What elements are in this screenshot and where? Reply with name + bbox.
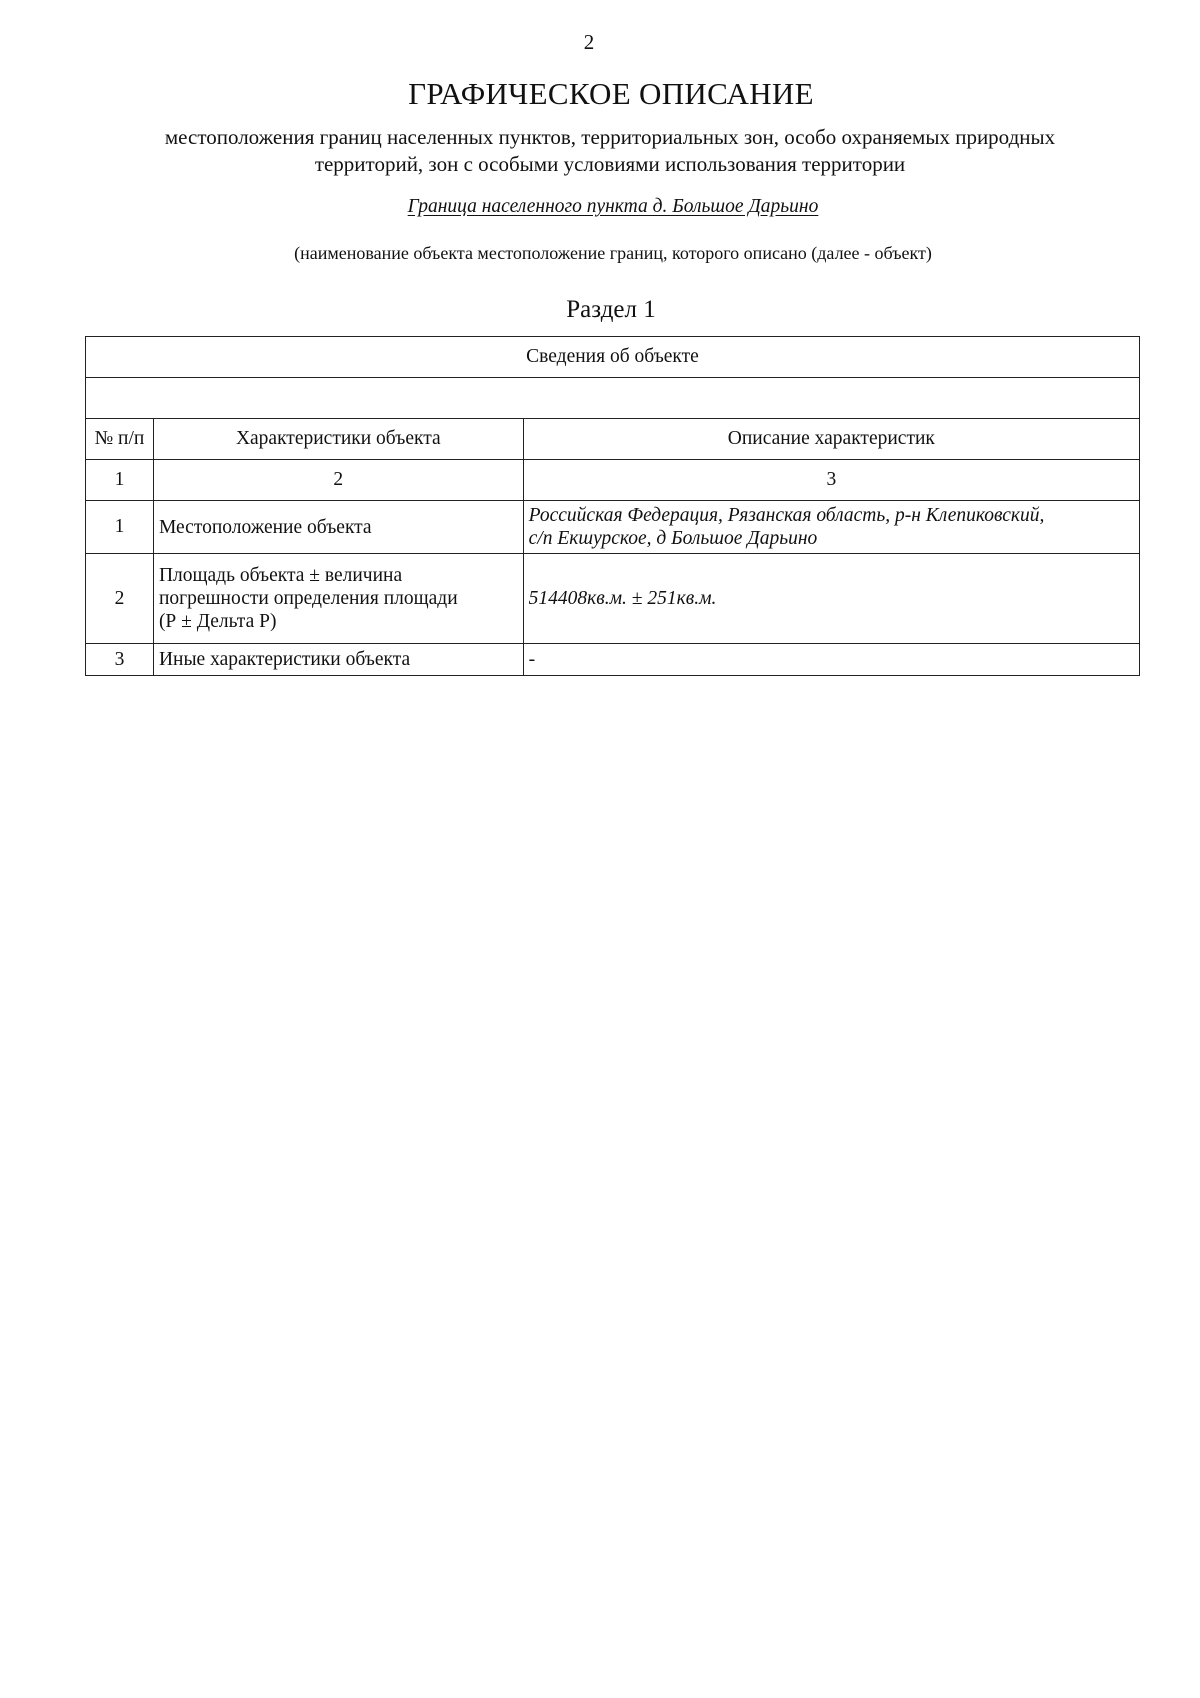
row-label-line-1: Площадь объекта ± величина <box>158 565 403 586</box>
row-num: 2 <box>86 554 154 644</box>
row-value-line-2: с/п Екшурское, д Большое Дарьино <box>528 528 818 549</box>
row-value: 514408кв.м. ± 251кв.м. <box>523 554 1139 644</box>
table-header-row <box>86 419 1140 460</box>
table-row <box>86 501 1140 554</box>
row-value: - <box>523 644 1139 676</box>
subtitle-line-1: местоположения границ населенных пунктов, территориальных зон, особо охраняемых природных <box>164 125 1056 149</box>
object-name: Граница населенного пункта д. Большое Дарьино <box>407 196 819 217</box>
section-title: Раздел 1 <box>566 296 656 323</box>
row-label <box>153 554 523 644</box>
subtitle-line-2: территорий, зон с особыми условиями использования территории <box>314 152 906 176</box>
table-row <box>86 644 1140 676</box>
row-num: 3 <box>86 644 154 676</box>
table-empty-cell <box>86 378 1140 419</box>
table-caption-row <box>86 337 1140 378</box>
row-label: Местоположение объекта <box>153 501 523 554</box>
column-number-2: 2 <box>153 460 523 501</box>
column-number-3: 3 <box>523 460 1139 501</box>
object-info-table <box>85 336 1140 676</box>
document-subtitle <box>90 124 1130 178</box>
header-num: № п/п <box>86 419 154 460</box>
row-label-line-3: (Р ± Дельта Р) <box>158 611 277 632</box>
header-characteristic: Характеристики объекта <box>153 419 523 460</box>
row-value <box>523 501 1139 554</box>
page-number: 2 <box>583 30 595 54</box>
row-num: 1 <box>86 501 154 554</box>
object-caption: (наименование объекта местоположение границ, которого описано (далее - объект) <box>294 243 932 263</box>
column-number-1: 1 <box>86 460 154 501</box>
table-column-numbers-row <box>86 460 1140 501</box>
table-empty-row <box>86 378 1140 419</box>
table-row <box>86 554 1140 644</box>
table-caption: Сведения об объекте <box>86 337 1140 378</box>
document-title: ГРАФИЧЕСКОЕ ОПИСАНИЕ <box>408 76 814 111</box>
row-label: Иные характеристики объекта <box>153 644 523 676</box>
header-description: Описание характеристик <box>523 419 1139 460</box>
row-label-line-2: погрешности определения площади <box>158 588 458 609</box>
row-value-line-1: Российская Федерация, Рязанская область, р-н Клепиковский, <box>528 505 1045 526</box>
